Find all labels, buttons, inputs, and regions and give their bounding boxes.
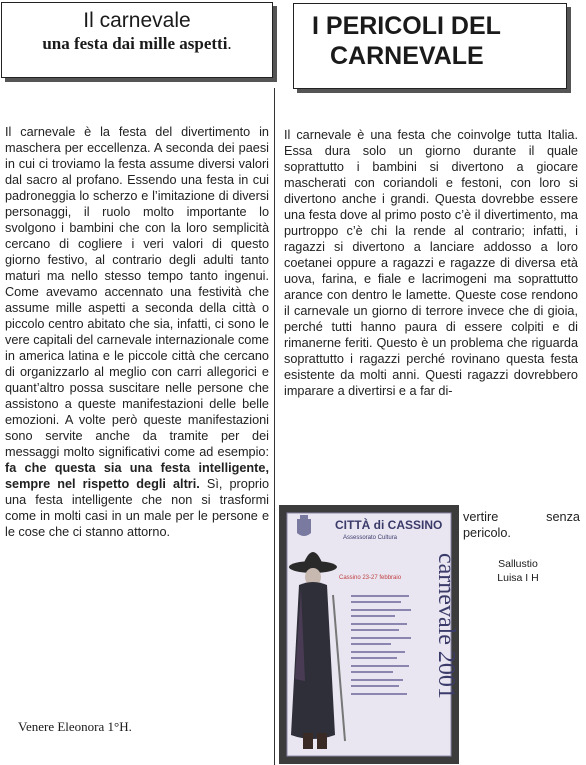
right-article-title-line1: I PERICOLI DEL bbox=[312, 12, 501, 40]
left-article-subtitle-text: una festa dai mille aspetti bbox=[42, 34, 228, 53]
left-article-subtitle bbox=[2, 33, 272, 55]
left-body-start: Il carnevale è la festa del divertimento in maschera per eccellenza. A seconda dei paesi in cui ci troviamo la festa assume diversi valori dal sacro al profano. Essendo una festa in cui padroneggia lo scherzo e l’imitazione di diversi personaggi, il ruolo molto importante lo svolgono i bambini che con la loro semplicità cercano di cogliere i veri valori di questo giorno festivo, al contrario degli adulti tanto maturi ma nello stesso tempo tanto ingenui. Come avevamo accennato una festività che assume mille aspetti a seconda della città o piccolo centro abitato che sia, infatti, ci sono le vere capitali del carnevale internazionale come in america latina e le piccole città che cercano di organizzarlo al meglio con carri allegorici e quant’altro possa suscitare nelle persone che assistono a queste manifestazioni delle belle emozioni. A volte però queste manifestazioni sono servite anche da tramite per dei messaggi molto significativi come ad esempio: bbox=[5, 125, 269, 459]
right-article-signature bbox=[463, 557, 573, 585]
left-article-signature: Venere Eleonora 1°H. bbox=[18, 719, 132, 734]
poster-dates: Cassino 23-27 febbraio bbox=[339, 575, 402, 581]
right-signature-line1: Sallustio bbox=[498, 558, 538, 570]
left-body-end: Sì, proprio una festa intelligente che non si trasformi come in molti casi in un male per le persone e le cose che ci stanno attorno. bbox=[5, 477, 269, 539]
left-article-title: Il carnevale bbox=[83, 9, 191, 32]
poster-vertical-title: carnevale 2001 bbox=[433, 553, 459, 699]
poster-subtitle: Assessorato Cultura bbox=[343, 535, 398, 541]
right-title-box bbox=[293, 3, 567, 89]
left-body-bold: fa che questa sia una festa intelligente, sempre nel rispetto degli altri. bbox=[5, 461, 269, 491]
poster-city: CITTÀ di CASSINO bbox=[335, 518, 443, 532]
left-article-body bbox=[5, 124, 269, 540]
right-signature-line2: Luisa I H bbox=[497, 572, 539, 584]
right-article-title-line2: CARNEVALE bbox=[330, 42, 484, 70]
column-divider bbox=[274, 88, 275, 765]
left-article-subtitle-punct: . bbox=[227, 34, 232, 53]
right-article-body-tail: vertire senza pericolo. bbox=[463, 510, 580, 540]
carnival-poster-image bbox=[279, 505, 459, 764]
right-article-body: Il carnevale è una festa che coinvolge tutta Italia. Essa dura solo un giorno durante il quale soprattutto i bambini si divertono a giocare mascherati con coriandoli e festoni, con loro si divertono anche i grandi. Questa dovrebbe essere una festa dove al primo posto c’è il divertimento, ma purtroppo c’è chi la rende al contrario; infatti, i ragazzi si divertono a lanciare addosso a loro coetanei oppure a ragazzi e ragazze di diversa età uova, farina, e fiale e lacrimogeni ma soprattutto arance con dentro le lamette. Queste cose rendono il carnevale un giorno di terrore invece che di gioia, perché tutti hanno paura di essere colpiti e di rimanerne feriti. Questo è un problema che riguarda soprattutto i ragazzi perché rovinano questa festa esistente da molti anni. Questi ragazzi dovrebbero imparare a divertirsi e a far di- bbox=[284, 128, 578, 398]
poster-graphic bbox=[279, 505, 459, 764]
left-title-box bbox=[1, 2, 273, 78]
